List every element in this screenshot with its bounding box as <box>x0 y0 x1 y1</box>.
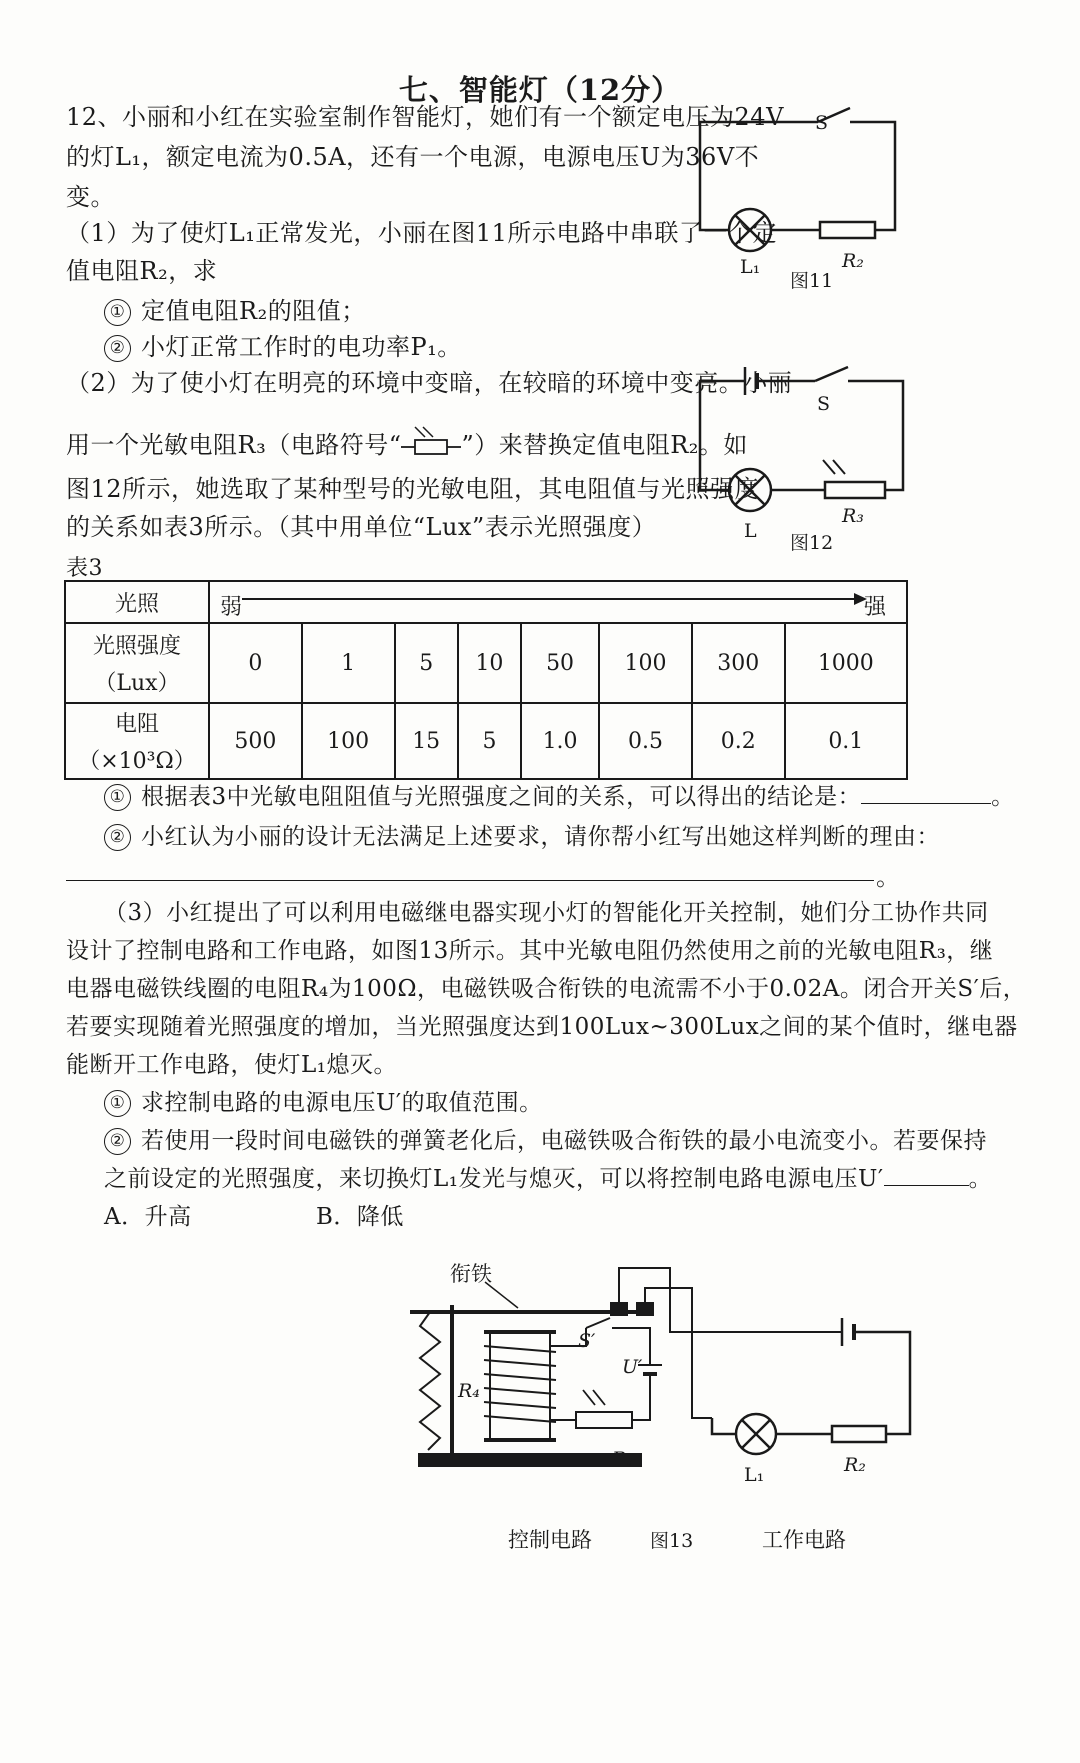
resistor-r2 <box>832 1426 886 1442</box>
contact-left <box>610 1302 628 1316</box>
relay-base <box>418 1453 642 1467</box>
resistance-cell: 0.2 <box>692 703 785 779</box>
circled-number: ① <box>104 784 131 811</box>
switch-s-prime <box>586 1318 610 1328</box>
fig12-switch-label: S <box>817 393 831 415</box>
fig12-ldr-label: R₃ <box>842 505 864 527</box>
fig12-lamp-label: L <box>744 520 757 542</box>
lux-cell: 50 <box>521 623 599 703</box>
q12-intro-line1: 12、小丽和小红在实验室制作智能灯，她们有一个额定电压为24V <box>66 103 784 131</box>
fig13-coil-label: R₄ <box>458 1380 480 1402</box>
part3-line3: 电器电磁铁线圈的电阻R₄为100Ω，电磁铁吸合衔铁的电流需不小于0.02A。闭合开关S′后， <box>66 976 1027 1002</box>
section-title: 七、智能灯（12分） <box>398 73 682 107</box>
part1-sub2: ② 小灯正常工作时的电功率P₁。 <box>104 326 462 368</box>
circled-number: ② <box>104 1128 131 1155</box>
row-header-lux: 光照强度 （Lux） <box>65 623 209 703</box>
choice-a[interactable]: A．升高 <box>104 1204 192 1230</box>
fig13-resistor-label: R₂ <box>844 1454 866 1476</box>
lux-cell: 0 <box>209 623 302 703</box>
part2-question2: ② 小红认为小丽的设计无法满足上述要求，请你帮小红写出她这样判断的理由： <box>104 816 940 858</box>
figure-12-circuit <box>690 355 930 535</box>
contact-right <box>636 1302 654 1316</box>
part3-question2-line2: 之前设定的光照强度，来切换灯L₁发光与熄灭，可以将控制电路电源电压U′ 。 <box>104 1166 993 1192</box>
ldr-r3 <box>576 1412 632 1428</box>
fig13-switch-label: S′ <box>578 1330 596 1352</box>
fig11-switch-label: S <box>815 112 829 134</box>
fig11-lamp-label: L₁ <box>740 256 761 278</box>
part2-question1: ① 根据表3中光敏电阻阻值与光照强度之间的关系，可以得出的结论是： 。 <box>104 776 1015 818</box>
part2-line4: 的关系如表3所示。（其中用单位“Lux”表示光照强度） <box>66 513 657 541</box>
part2-line2: 用一个光敏电阻R₃（电路符号“ ”）来替换定值电阻R₂。如 <box>66 424 748 466</box>
lux-cell: 300 <box>692 623 785 703</box>
part3-line2: 设计了控制电路和工作电路，如图13所示。其中光敏电阻仍然使用之前的光敏电阻R₃，继 <box>66 938 994 964</box>
answer-blank-2-period: 。 <box>876 863 901 891</box>
row-header-resistance: 电阻 （×10³Ω） <box>65 703 209 779</box>
lux-cell: 100 <box>599 623 692 703</box>
right-arrow-icon <box>242 592 867 606</box>
circled-number: ① <box>104 1090 131 1117</box>
table-row <box>65 623 907 703</box>
table-3 <box>64 580 908 780</box>
table-caption: 表3 <box>66 556 103 581</box>
part3-question2-line1: ② 若使用一段时间电磁铁的弹簧老化后，电磁铁吸合衔铁的最小电流变小。若要保持 <box>104 1120 987 1162</box>
fig12-caption: 图12 <box>790 532 834 554</box>
answer-blank-2[interactable] <box>66 880 874 881</box>
resistance-cell: 500 <box>209 703 302 779</box>
table-row <box>65 703 907 779</box>
part1-sub1: ① 定值电阻R₂的阻值； <box>104 290 366 332</box>
part1-line2: 值电阻R₂，求 <box>66 257 218 285</box>
row-header-light: 光照 <box>65 581 209 623</box>
lux-cell: 1 <box>302 623 395 703</box>
switch-s <box>815 367 848 381</box>
weak-label: 弱 <box>220 595 243 620</box>
fig13-armature-label: 衔铁 <box>450 1262 492 1286</box>
resistance-cell: 0.5 <box>599 703 692 779</box>
table-row <box>65 581 907 623</box>
control-circuit-label: 控制电路 <box>508 1528 592 1552</box>
fig11-resistor-label: R₂ <box>842 250 864 272</box>
ldr-symbol-icon <box>401 425 461 459</box>
part3-question1: ① 求控制电路的电源电压U′的取值范围。 <box>104 1082 543 1124</box>
resistor-r2 <box>820 222 875 238</box>
part2-line3: 图12所示，她选取了某种型号的光敏电阻，其电阻值与光照强度 <box>66 475 760 503</box>
fig11-caption: 图11 <box>790 270 834 292</box>
fig13-ldr-label: R₃ <box>612 1448 634 1470</box>
resistance-cell: 0.1 <box>785 703 907 779</box>
spring <box>420 1312 440 1450</box>
part3-line4: 若要实现随着光照强度的增加，当光照强度达到100Lux~300Lux之间的某个值时，继电器 <box>66 1014 1018 1040</box>
circled-number: ② <box>104 335 131 362</box>
circled-number: ① <box>104 299 131 326</box>
coil-windings <box>484 1346 556 1422</box>
lux-cell: 5 <box>395 623 458 703</box>
choice-b[interactable]: B．降低 <box>316 1204 404 1230</box>
q12-intro-line2: 的灯L₁，额定电流为0.5A，还有一个电源，电源电压U为36V不 <box>66 143 760 171</box>
part3-line1: （3）小红提出了可以利用电磁继电器实现小灯的智能化开关控制，她们分工协作共同 <box>104 900 989 926</box>
resistance-cell: 1.0 <box>521 703 599 779</box>
lux-cell: 10 <box>458 623 521 703</box>
resistance-cell: 100 <box>302 703 395 779</box>
fig13-caption: 图13 <box>650 1530 694 1552</box>
work-circuit-label: 工作电路 <box>762 1528 846 1552</box>
lux-cell: 1000 <box>785 623 907 703</box>
ldr-r3 <box>825 482 885 498</box>
fig13-source-label: U′ <box>622 1356 643 1378</box>
resistance-cell: 5 <box>458 703 521 779</box>
resistance-cell: 15 <box>395 703 458 779</box>
answer-blank-3[interactable] <box>884 1185 969 1186</box>
part2-line1: （2）为了使小灯在明亮的环境中变暗，在较暗的环境中变亮。小丽 <box>66 369 793 397</box>
light-direction-cell <box>209 581 907 623</box>
fig13-lamp-label: L₁ <box>744 1464 765 1486</box>
answer-blank-1[interactable] <box>861 803 991 804</box>
part3-line5: 能断开工作电路，使灯L₁熄灭。 <box>66 1052 397 1078</box>
figure-13-circuit <box>400 1250 940 1550</box>
circled-number: ② <box>104 824 131 851</box>
part1-line1: （1）为了使灯L₁正常发光，小丽在图11所示电路中串联了一个定 <box>66 219 777 247</box>
q12-intro-line3: 变。 <box>66 183 115 211</box>
strong-label: 强 <box>863 595 886 620</box>
